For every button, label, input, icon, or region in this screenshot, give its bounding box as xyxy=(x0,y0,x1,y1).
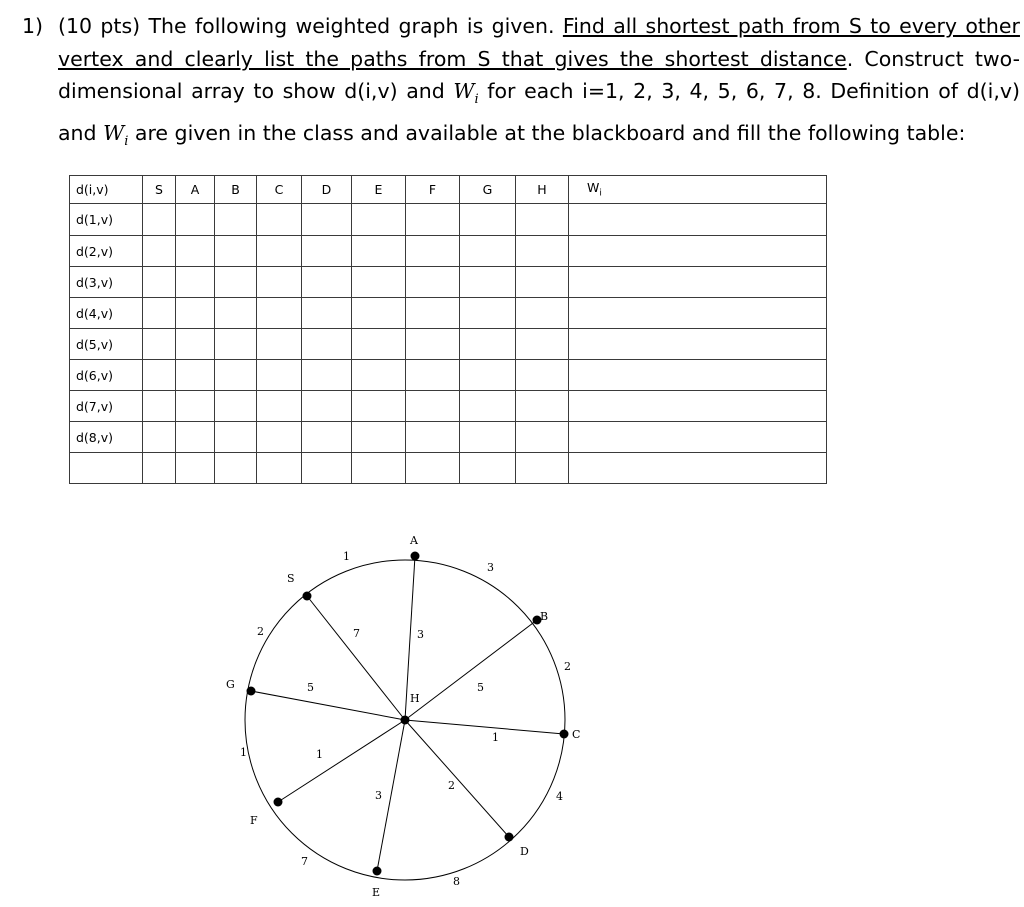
row-label: d(3,v) xyxy=(70,267,143,298)
weighted-graph xyxy=(200,525,610,907)
table-cell xyxy=(257,204,302,236)
weight-a-h: 3 xyxy=(417,628,424,641)
table-cell xyxy=(215,360,257,391)
distance-table xyxy=(69,175,827,484)
node-s xyxy=(303,592,312,601)
table-cell xyxy=(516,204,569,236)
edge-s-h xyxy=(307,596,405,720)
weight-g-s: 2 xyxy=(257,625,264,638)
table-cell xyxy=(569,422,827,453)
edge-f-h xyxy=(278,720,405,802)
w-symbol: $W_i$ xyxy=(453,79,479,108)
table-cell xyxy=(143,453,176,484)
table-cell xyxy=(215,298,257,329)
table-cell xyxy=(143,422,176,453)
table-cell xyxy=(406,453,460,484)
column-header-a: A xyxy=(176,176,215,204)
row-label: d(6,v) xyxy=(70,360,143,391)
table-cell xyxy=(215,453,257,484)
column-header-s: S xyxy=(143,176,176,204)
question-task: Find all shortest path from S to every other vertex and clearly list the paths from S that gives the shortest distance xyxy=(58,14,1020,71)
weight-d-e: 8 xyxy=(453,875,460,888)
table-cell xyxy=(569,329,827,360)
table-cell xyxy=(302,236,352,267)
table-cell xyxy=(143,236,176,267)
table-cell xyxy=(352,453,406,484)
table-cell xyxy=(569,204,827,236)
table-cell xyxy=(215,236,257,267)
table-cell xyxy=(176,267,215,298)
table-cell xyxy=(302,391,352,422)
node-f xyxy=(274,798,283,807)
question-points: (10 pts) xyxy=(58,14,141,38)
column-header-b: B xyxy=(215,176,257,204)
table-cell xyxy=(302,422,352,453)
table-cell xyxy=(176,391,215,422)
table-cell xyxy=(516,267,569,298)
table-cell xyxy=(143,391,176,422)
table-cell xyxy=(569,298,827,329)
table-cell xyxy=(352,329,406,360)
table-cell xyxy=(406,329,460,360)
table-cell xyxy=(460,453,516,484)
weight-e-h: 3 xyxy=(375,789,382,802)
table-row xyxy=(70,267,827,298)
row-label: d(7,v) xyxy=(70,391,143,422)
label-c: C xyxy=(572,728,581,741)
table-cell xyxy=(215,267,257,298)
table-cell xyxy=(257,329,302,360)
table-cell xyxy=(176,204,215,236)
table-cell xyxy=(257,236,302,267)
table-cell xyxy=(302,360,352,391)
edge-c-h xyxy=(405,720,564,734)
table-cell xyxy=(516,236,569,267)
table-cell xyxy=(302,298,352,329)
table-cell xyxy=(302,267,352,298)
table-cell xyxy=(257,422,302,453)
column-header-f: F xyxy=(406,176,460,204)
column-header-c: C xyxy=(257,176,302,204)
table-row xyxy=(70,422,827,453)
table-cell xyxy=(352,267,406,298)
weight-e-f: 7 xyxy=(301,855,308,868)
table-cell xyxy=(143,204,176,236)
w-symbol-2: $W_i$ xyxy=(103,120,129,149)
table-cell xyxy=(569,453,827,484)
table-cell xyxy=(406,236,460,267)
label-s: S xyxy=(287,572,295,585)
node-g xyxy=(247,687,256,696)
edge-g-h xyxy=(251,691,405,720)
row-label: d(5,v) xyxy=(70,329,143,360)
table-cell xyxy=(176,298,215,329)
question-text xyxy=(58,10,1020,158)
table-cell xyxy=(302,453,352,484)
weight-f-h: 1 xyxy=(316,748,323,761)
table-cell xyxy=(569,391,827,422)
table-cell xyxy=(406,422,460,453)
label-a: A xyxy=(410,534,418,547)
table-cell xyxy=(460,204,516,236)
weight-f-g: 1 xyxy=(240,746,247,759)
table-cell xyxy=(460,267,516,298)
table-cell xyxy=(352,236,406,267)
table-cell xyxy=(516,453,569,484)
table-row xyxy=(70,453,827,484)
table-cell xyxy=(516,391,569,422)
table-cell xyxy=(176,360,215,391)
row-label: d(4,v) xyxy=(70,298,143,329)
table-cell xyxy=(215,422,257,453)
weight-d-h: 2 xyxy=(448,779,455,792)
table-row xyxy=(70,360,827,391)
weight-s-h: 7 xyxy=(353,627,360,640)
table-cell xyxy=(215,204,257,236)
table-cell xyxy=(257,453,302,484)
edge-b-h xyxy=(405,620,537,720)
column-header-g: G xyxy=(460,176,516,204)
table-cell xyxy=(352,360,406,391)
table-cell xyxy=(176,236,215,267)
node-d xyxy=(505,833,514,842)
weight-a-b: 3 xyxy=(487,561,494,574)
table-row xyxy=(70,236,827,267)
weight-b-c: 2 xyxy=(564,660,571,673)
graph-nodes xyxy=(247,552,569,876)
row-label: d(1,v) xyxy=(70,204,143,236)
table-cell xyxy=(257,391,302,422)
table-cell xyxy=(176,329,215,360)
weight-c-h: 1 xyxy=(492,731,499,744)
table-cell xyxy=(406,391,460,422)
table-cell xyxy=(516,298,569,329)
table-row xyxy=(70,391,827,422)
table-cell xyxy=(516,360,569,391)
weight-b-h: 5 xyxy=(477,681,484,694)
w-column-header: $W_i$ xyxy=(569,176,827,204)
table-row xyxy=(70,298,827,329)
row-label: d(2,v) xyxy=(70,236,143,267)
question-intro: The following weighted graph is given. xyxy=(148,14,555,38)
weight-c-d: 4 xyxy=(556,790,563,803)
question-text-a: . Construct two-dimensional array to show d(i,v) and xyxy=(58,46,1020,103)
table-cell xyxy=(406,267,460,298)
table-cell xyxy=(302,329,352,360)
table-cell xyxy=(257,267,302,298)
table-cell xyxy=(215,329,257,360)
table-cell xyxy=(302,204,352,236)
table-cell xyxy=(143,298,176,329)
table-cell xyxy=(406,360,460,391)
table-cell xyxy=(460,329,516,360)
table-cell xyxy=(406,204,460,236)
corner-header: d(i,v) xyxy=(70,176,143,204)
table-cell xyxy=(143,267,176,298)
table-row xyxy=(70,204,827,236)
question-text-b: for each i=1, 2, 3, 4, 5, 6, 7, 8. Definition of d(i,v) and xyxy=(58,79,1020,145)
table-cell xyxy=(352,298,406,329)
table-cell xyxy=(406,298,460,329)
column-header-h: H xyxy=(516,176,569,204)
question-number: 1) xyxy=(22,14,44,38)
table-cell xyxy=(569,267,827,298)
node-c xyxy=(560,730,569,739)
node-a xyxy=(411,552,420,561)
table-cell xyxy=(176,422,215,453)
table-header-row xyxy=(70,176,827,204)
table-cell xyxy=(569,236,827,267)
table-cell xyxy=(460,391,516,422)
table-cell xyxy=(352,422,406,453)
node-h xyxy=(401,716,410,725)
label-b: B xyxy=(540,610,549,623)
table-cell xyxy=(215,391,257,422)
table-cell xyxy=(460,236,516,267)
column-header-e: E xyxy=(352,176,406,204)
table-cell xyxy=(352,391,406,422)
label-d: D xyxy=(520,845,529,858)
weight-s-a: 1 xyxy=(343,550,350,563)
table-row xyxy=(70,329,827,360)
row-label: d(8,v) xyxy=(70,422,143,453)
table-cell xyxy=(516,329,569,360)
question-text-c: are given in the class and available at the blackboard and fill the following table: xyxy=(134,120,966,145)
table-cell xyxy=(569,360,827,391)
weight-g-h: 5 xyxy=(307,681,314,694)
label-h: H xyxy=(410,692,420,705)
table-cell xyxy=(143,329,176,360)
label-f: F xyxy=(250,814,258,827)
row-label xyxy=(70,453,143,484)
table-cell xyxy=(460,422,516,453)
table-cell xyxy=(143,360,176,391)
table-cell xyxy=(516,422,569,453)
table-cell xyxy=(460,298,516,329)
table-cell xyxy=(257,298,302,329)
table-cell xyxy=(176,453,215,484)
label-g: G xyxy=(226,678,235,691)
table-cell xyxy=(460,360,516,391)
table-cell xyxy=(352,204,406,236)
column-header-d: D xyxy=(302,176,352,204)
label-e: E xyxy=(372,886,381,899)
table-cell xyxy=(257,360,302,391)
node-e xyxy=(373,867,382,876)
